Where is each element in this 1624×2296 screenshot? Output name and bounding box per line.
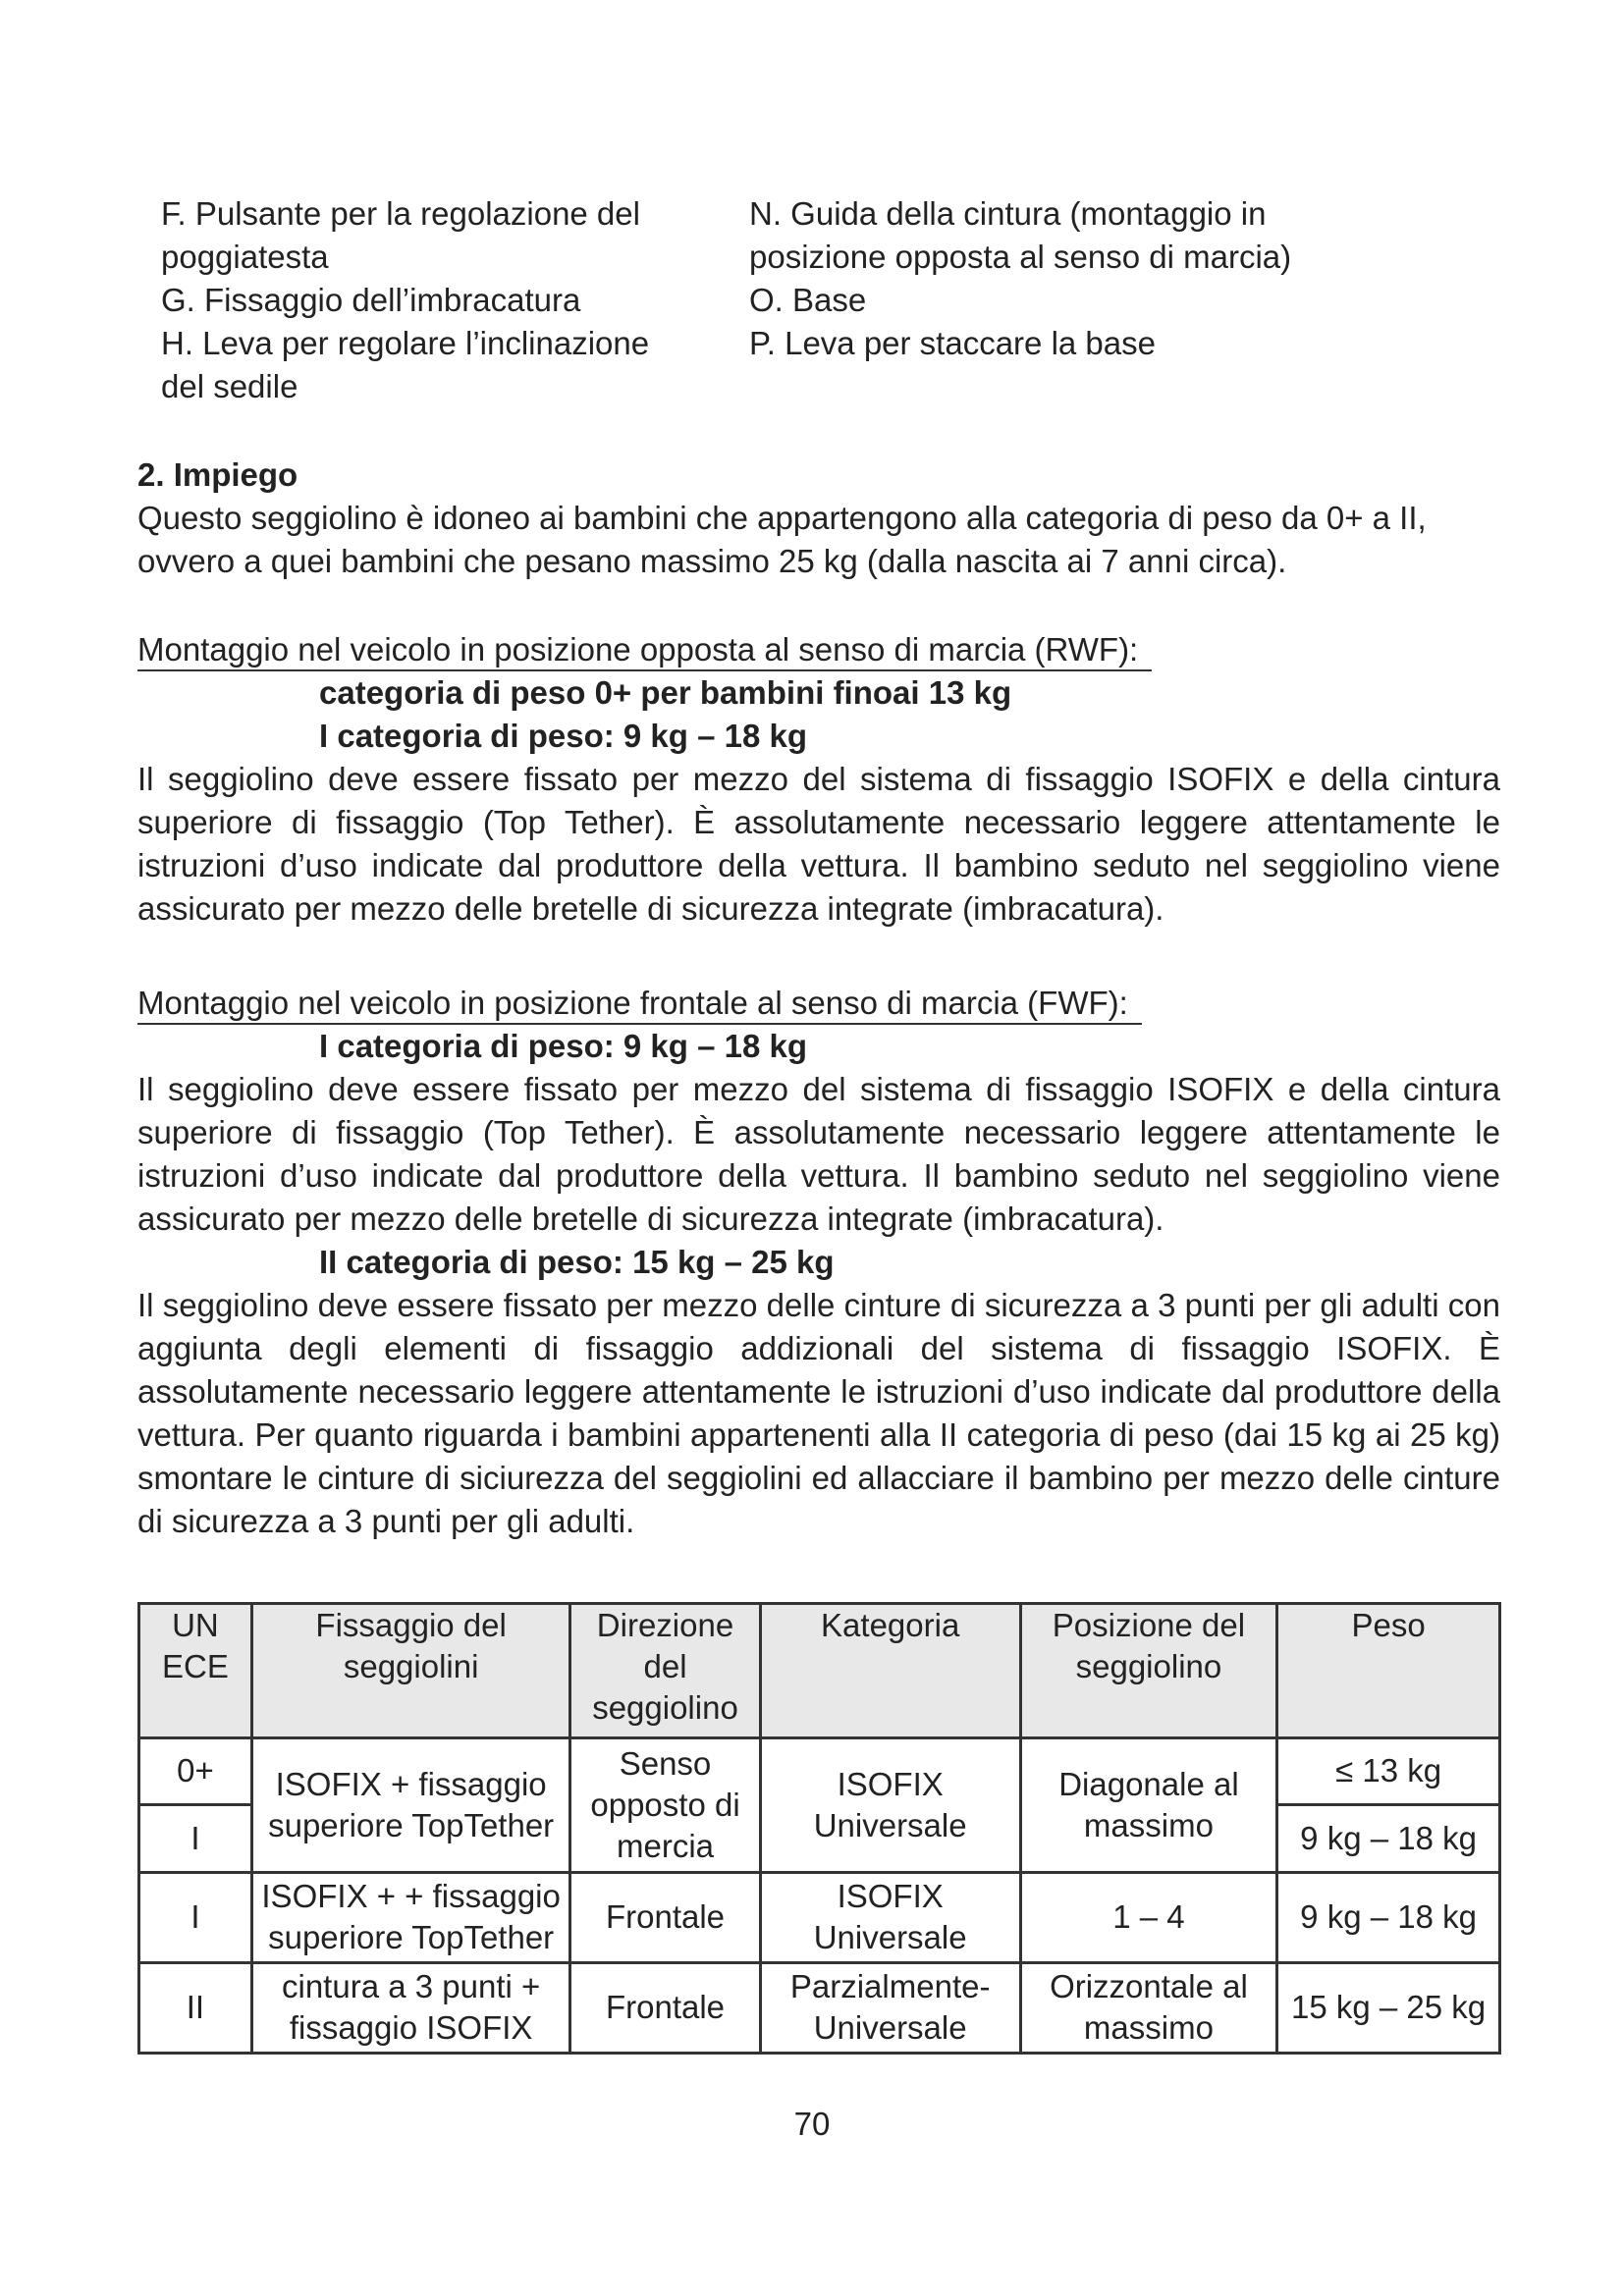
- cell-posizione: Diagonale al massimo: [1020, 1737, 1276, 1872]
- header-peso: Peso: [1277, 1604, 1500, 1738]
- cell-kategoria: Parzialmente-Universale: [760, 1962, 1020, 2053]
- legend-line: H. Leva per regolare l’inclinazione: [161, 325, 650, 361]
- cell-peso: 9 kg – 18 kg: [1277, 1805, 1500, 1872]
- table-row: [139, 1872, 1500, 1962]
- legend-line: O. Base: [749, 282, 867, 318]
- rwf-section: [137, 628, 1500, 931]
- cell-ece: 0+: [139, 1737, 252, 1804]
- rwf-paragraph: Il seggiolino deve essere fissato per mezzo del sistema di fissaggio ISOFIX e della cintura superiore di fissaggio (Top Tether). È assolutamente necessario leggere attentamente le istruzioni d’uso indicate dal produttore della vettura. Il bambino seduto nel seggiolino viene assicurato per mezzo delle bretelle di sicurezza integrate (imbracatura).: [137, 761, 1500, 927]
- cell-ece: I: [139, 1872, 252, 1962]
- rwf-category-1: I categoria di peso: 9 kg – 18 kg: [319, 718, 808, 754]
- rwf-category-0plus: categoria di peso 0+ per bambini finoai 13 kg: [319, 674, 1012, 711]
- section-impiego: [137, 454, 1500, 583]
- fwf-paragraph-2: Il seggiolino deve essere fissato per mezzo delle cinture di sicurezza a 3 punti per gli adulti con aggiunta degli elementi di fissaggio addizionali del sistema di fissaggio ISOFIX. È assolutamente necessario leggere attentamente le istruzioni d’uso indicate dal produttore della vettura. Per quanto riguarda i bambini appartenenti alla II categoria di peso (dai 15 kg ai 25 kg) smontare le cinture di siciurezza del seggiolini ed allacciare il bambino per mezzo delle cinture di sicurezza a 3 punti per gli adulti.: [137, 1287, 1500, 1539]
- legend-line: del sedile: [161, 368, 298, 404]
- legend-line: N. Guida della cintura (montaggio in: [749, 195, 1267, 232]
- fwf-paragraph-1: Il seggiolino deve essere fissato per mezzo del sistema di fissaggio ISOFIX e della cintura superiore di fissaggio (Top Tether). È assolutamente necessario leggere attentamente le istruzioni d’uso indicate dal produttore della vettura. Il bambino seduto nel seggiolino viene assicurato per mezzo delle bretelle di sicurezza integrate (imbracatura).: [137, 1071, 1500, 1237]
- cell-kategoria: ISOFIX Universale: [760, 1872, 1020, 1962]
- page-number: 70: [793, 2106, 831, 2142]
- cell-fissaggio: ISOFIX + + fissaggio superiore TopTether: [251, 1872, 570, 1962]
- parts-legend-right: [749, 192, 1291, 365]
- header-direzione: Direzione del seggiolino: [570, 1604, 760, 1738]
- fwf-section: [137, 982, 1500, 1543]
- legend-line: F. Pulsante per la regolazione del: [161, 195, 640, 232]
- legend-line: P. Leva per staccare la base: [749, 325, 1156, 361]
- legend-line: G. Fissaggio dell’imbracatura: [161, 282, 581, 318]
- parts-legend-left: [161, 192, 649, 408]
- specifications-table: [137, 1602, 1501, 2055]
- table-row: [139, 1962, 1500, 2053]
- cell-direzione: Frontale: [570, 1872, 760, 1962]
- header-fissaggio: Fissaggio del seggiolini: [251, 1604, 570, 1738]
- cell-peso: 9 kg – 18 kg: [1277, 1872, 1500, 1962]
- cell-posizione: Orizzontale al massimo: [1020, 1962, 1276, 2053]
- table-header-row: [139, 1604, 1500, 1738]
- cell-posizione: 1 – 4: [1020, 1872, 1276, 1962]
- table-row: [139, 1737, 1500, 1804]
- cell-ece: II: [139, 1962, 252, 2053]
- section-heading: 2. Impiego: [137, 456, 298, 493]
- cell-direzione: Senso opposto di mercia: [570, 1737, 760, 1872]
- cell-direzione: Frontale: [570, 1962, 760, 2053]
- fwf-category-2: II categoria di peso: 15 kg – 25 kg: [319, 1244, 835, 1280]
- cell-peso: 15 kg – 25 kg: [1277, 1962, 1500, 2053]
- cell-ece: I: [139, 1805, 252, 1872]
- cell-fissaggio: ISOFIX + fissaggio superiore TopTether: [251, 1737, 570, 1872]
- intro-paragraph: Questo seggiolino è idoneo ai bambini che appartengono alla categoria di peso da 0+ a II, ovvero a quei bambini che pesano massimo 25 kg (dalla nascita ai 7 anni circa).: [137, 500, 1427, 579]
- rwf-title: Montaggio nel veicolo in posizione opposta al senso di marcia (RWF):: [137, 630, 1152, 671]
- cell-kategoria: ISOFIX Universale: [760, 1737, 1020, 1872]
- header-kategoria: Kategoria: [760, 1604, 1020, 1738]
- header-posizione: Posizione del seggiolino: [1020, 1604, 1276, 1738]
- legend-line: poggiatesta: [161, 239, 329, 275]
- cell-fissaggio: cintura a 3 punti + fissaggio ISOFIX: [251, 1962, 570, 2053]
- fwf-category-1: I categoria di peso: 9 kg – 18 kg: [319, 1028, 808, 1064]
- header-un-ece: UN ECE: [139, 1604, 252, 1738]
- fwf-title: Montaggio nel veicolo in posizione frontale al senso di marcia (FWF):: [137, 984, 1142, 1025]
- cell-peso: ≤ 13 kg: [1277, 1737, 1500, 1804]
- legend-line: posizione opposta al senso di marcia): [749, 239, 1292, 275]
